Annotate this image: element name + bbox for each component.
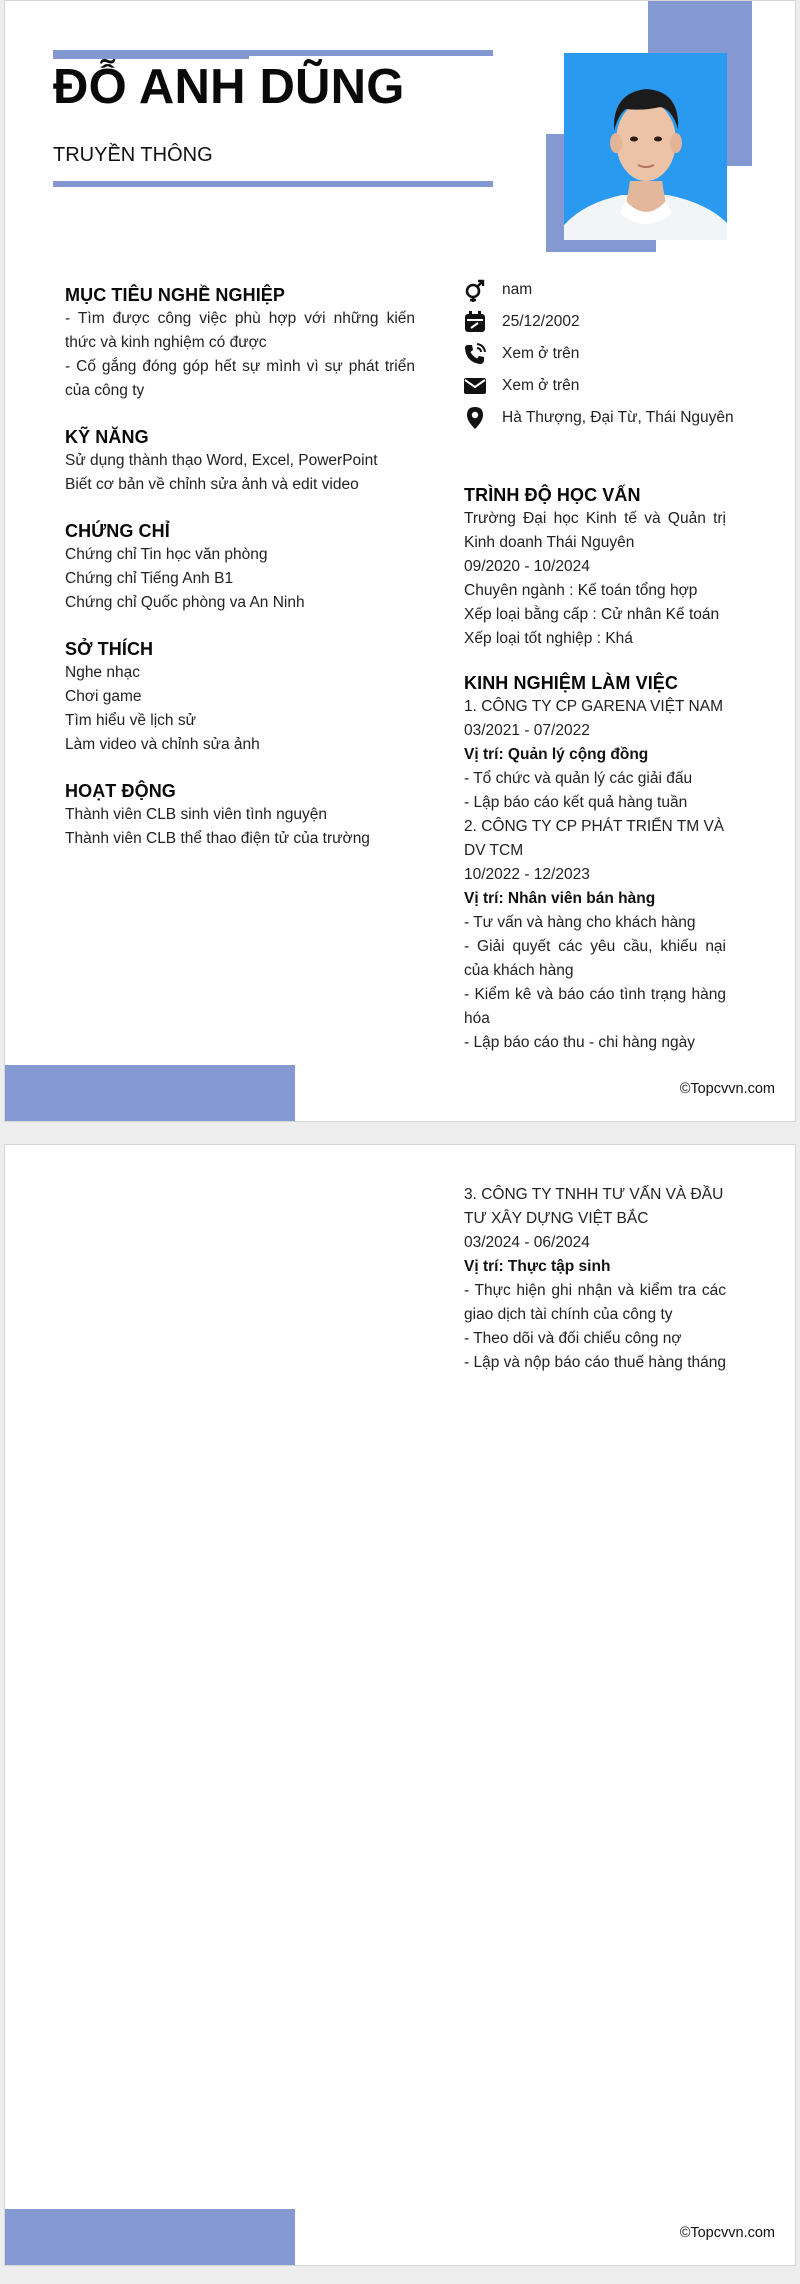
contact-email: Xem ở trên [502,377,580,394]
contact-address: Hà Thượng, Đại Từ, Thái Nguyên [502,409,734,426]
job-period: 10/2022 - 12/2023 [464,866,590,883]
hobby-item: Chơi game [65,688,142,705]
job-duty: - Tư vấn và hàng cho khách hàng [464,914,696,931]
activity-item: Thành viên CLB thể thao điện tử của trường [65,830,370,847]
activity-item: Thành viên CLB sinh viên tình nguyện [65,806,327,823]
contact-address-row [460,402,760,434]
left-column [65,283,415,851]
education-grade: Xếp loại tốt nghiệp : Khá [464,630,633,647]
contact-gender: nam [502,281,533,298]
candidate-title: TRUYỀN THÔNG [53,144,213,166]
location-pin-icon [460,405,490,431]
job-duty: - Lập báo cáo thu - chi hàng ngày [464,1034,695,1051]
mail-icon [460,373,490,399]
contact-phone-row [460,338,760,370]
hobbies-heading: SỞ THÍCH [65,639,154,659]
skills-line: Sử dụng thành thạo Word, Excel, PowerPoint [65,452,378,469]
footer-copyright: ©Topcvvn.com [679,1081,775,1097]
objective-line: - Tìm được công việc phù hợp với những kiến thức và kinh nghiệm có được [65,310,415,351]
job-duty: - Lập báo cáo kết quả hàng tuần [464,794,688,811]
footer-copyright: ©Topcvvn.com [679,2225,775,2241]
activities-heading: HOẠT ĐỘNG [65,781,176,801]
experience-heading: KINH NGHIỆM LÀM VIỆC [464,673,679,693]
calendar-icon [460,309,490,335]
certificate-item: Chứng chỉ Tiếng Anh B1 [65,570,234,587]
job-duty: - Thực hiện ghi nhận và kiểm tra các giao dịch tài chính của công ty [464,1282,726,1323]
accent-block-bottom-left [5,1065,295,1122]
cv-page-2 [4,1144,796,2266]
education-period: 09/2020 - 10/2024 [464,558,590,575]
skills-line: Biết cơ bản về chỉnh sửa ảnh và edit video [65,476,359,493]
gender-icon [460,277,490,303]
job-company: 1. CÔNG TY CP GARENA VIỆT NAM [464,698,723,715]
job-position: Vị trí: Nhân viên bán hàng [464,890,656,907]
contact-birthday-row [460,306,760,338]
hobby-item: Làm video và chỉnh sửa ảnh [65,736,260,753]
job-position: Vị trí: Quản lý cộng đồng [464,746,649,763]
job-period: 03/2021 - 07/2022 [464,722,590,739]
job-duty: - Tổ chức và quản lý các giải đấu [464,770,693,787]
contact-gender-row [460,274,760,306]
education-major: Chuyên ngành : Kế toán tổng hợp [464,582,698,599]
job-position: Vị trí: Thực tập sinh [464,1258,611,1275]
hobby-item: Tìm hiểu về lịch sử [65,712,196,729]
job-duty: - Giải quyết các yêu cầu, khiếu nại của khách hàng [464,938,726,979]
profile-photo [564,53,727,240]
objective-line: - Cố gắng đóng góp hết sự mình vì sự phát triển của công ty [65,358,415,399]
education-school: Trường Đại học Kinh tế và Quản trị Kinh doanh Thái Nguyên [464,510,726,551]
job-period: 03/2024 - 06/2024 [464,1234,590,1251]
certificate-item: Chứng chỉ Tin học văn phòng [65,546,268,563]
objective-heading: MỤC TIÊU NGHỀ NGHIỆP [65,285,286,305]
job-company: 3. CÔNG TY TNHH TƯ VẤN VÀ ĐẦU TƯ XÂY DỰNG VIỆT BẮC [464,1186,724,1227]
job-duty: - Kiểm kê và báo cáo tình trạng hàng hóa [464,986,726,1027]
candidate-name: ĐỖ ANH DŨNG [53,60,405,114]
right-column [464,483,726,1055]
education-heading: TRÌNH ĐỘ HỌC VẤN [464,485,641,505]
education-degree: Xếp loại bằng cấp : Cử nhân Kế toán [464,606,720,623]
right-column-continued [464,1183,726,1375]
certificates-heading: CHỨNG CHỈ [65,521,170,541]
job-duty: - Lập và nộp báo cáo thuế hàng tháng [464,1354,726,1371]
job-duty: - Theo dõi và đối chiếu công nợ [464,1330,682,1347]
phone-icon [460,341,490,367]
cv-page-1 [4,0,796,1122]
accent-block-bottom-left [5,2209,295,2266]
accent-line-bottom [53,181,493,187]
hobby-item: Nghe nhạc [65,664,140,681]
portrait-image [564,53,727,240]
contact-email-row [460,370,760,402]
skills-heading: KỸ NĂNG [65,427,149,447]
certificate-item: Chứng chỉ Quốc phòng va An Ninh [65,594,305,611]
job-company: 2. CÔNG TY CP PHÁT TRIỂN TM VÀ DV TCM [464,818,725,859]
contact-birthday: 25/12/2002 [502,313,580,330]
contact-info [460,274,760,434]
contact-phone: Xem ở trên [502,345,580,362]
